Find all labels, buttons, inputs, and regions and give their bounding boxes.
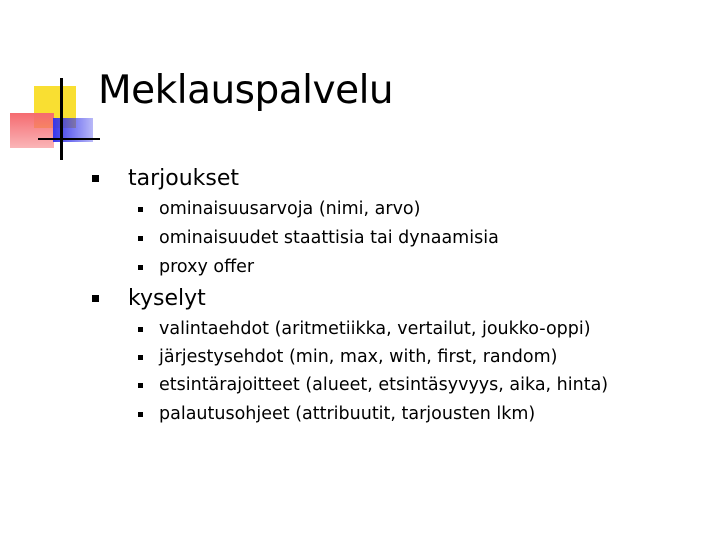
bullet-tarjoukset: [92, 166, 239, 191]
square-bullet-icon: [138, 327, 143, 332]
sub-bullet: [138, 319, 591, 339]
sub-bullet: [138, 257, 254, 277]
slide-title: Meklauspalvelu: [98, 68, 394, 113]
square-bullet-icon: [138, 236, 143, 241]
sub-bullet-text: ominaisuusarvoja (nimi, arvo): [159, 199, 421, 219]
bullet-text: kyselyt: [128, 286, 206, 311]
square-bullet-icon: [138, 355, 143, 360]
bullet-text: tarjoukset: [128, 166, 240, 191]
sub-bullet-text: proxy offer: [159, 257, 255, 277]
sub-bullet-text: valintaehdot (aritmetiikka, vertailut, joukko-oppi): [159, 319, 591, 339]
square-bullet-icon: [92, 295, 99, 302]
sub-bullet: [138, 199, 420, 219]
sub-bullet-text: järjestysehdot (min, max, with, first, random): [159, 347, 558, 367]
square-bullet-icon: [138, 265, 143, 270]
sub-bullet: [138, 347, 557, 367]
square-bullet-icon: [138, 207, 143, 212]
square-bullet-icon: [92, 175, 99, 182]
square-bullet-icon: [138, 412, 143, 417]
square-bullet-icon: [138, 383, 143, 388]
sub-bullet-text: etsintärajoitteet (alueet, etsintäsyvyys, aika, hinta): [159, 375, 609, 395]
sub-bullet: [138, 375, 608, 395]
sub-bullet-text: palautusohjeet (attribuutit, tarjousten lkm): [159, 404, 536, 424]
bullet-kyselyt: [92, 286, 206, 311]
sub-bullet: [138, 404, 535, 424]
sub-bullet-text: ominaisuudet staattisia tai dynaamisia: [159, 228, 499, 248]
sub-bullet: [138, 228, 499, 248]
